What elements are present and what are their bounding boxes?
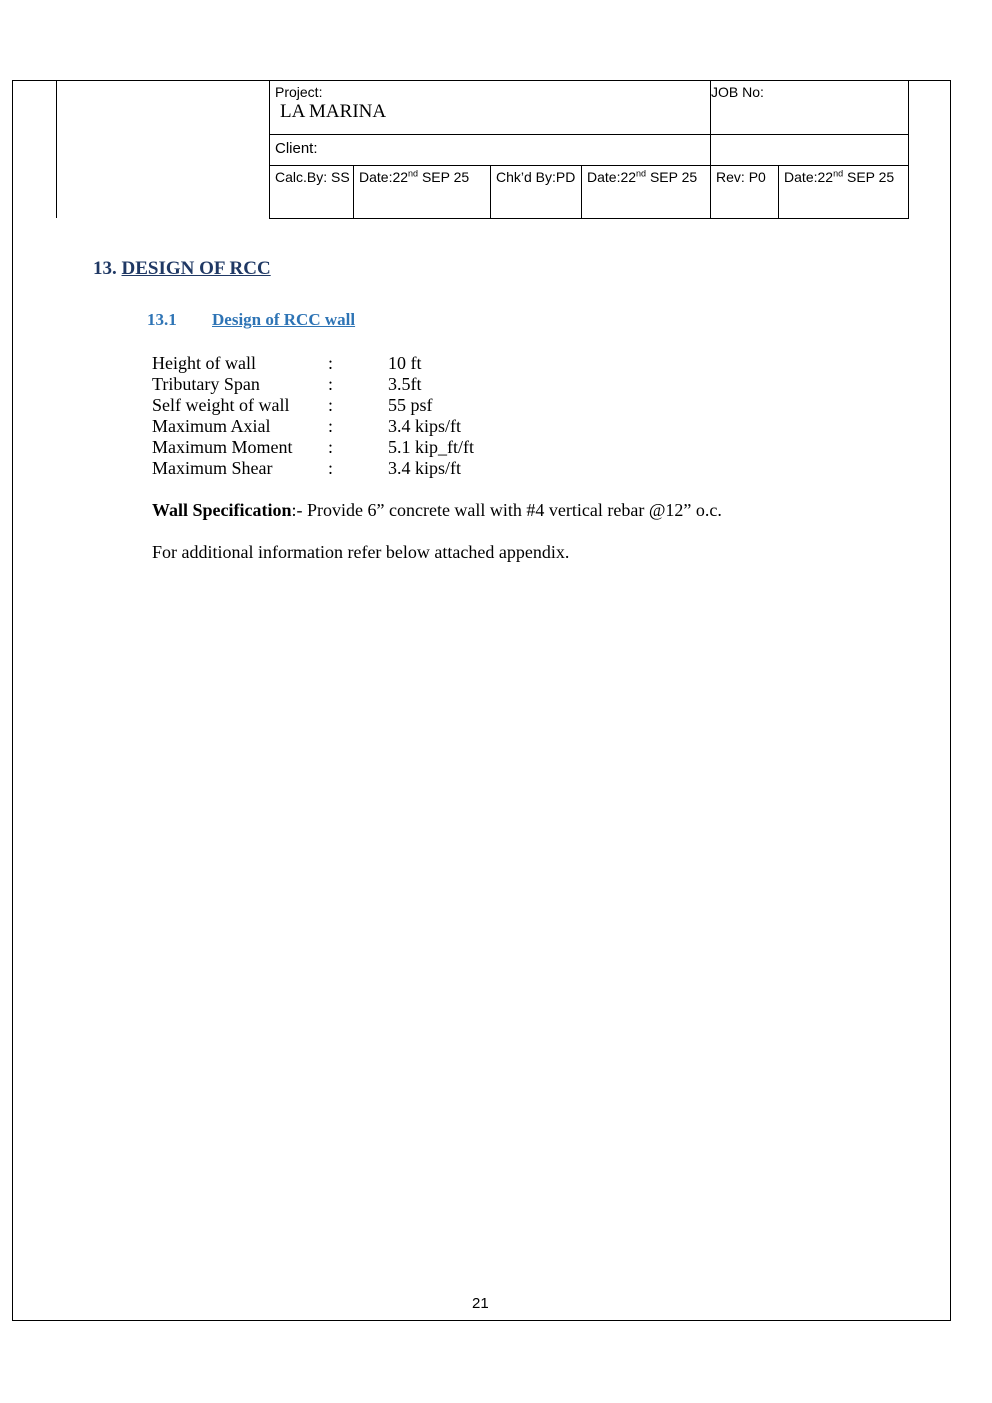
- checked-date: Date:22nd SEP 25: [587, 168, 698, 185]
- property-separator: :: [328, 416, 334, 436]
- subsection-title: Design of RCC wall: [212, 310, 356, 329]
- job-number-cell: [711, 81, 909, 135]
- property-name: Maximum Shear: [152, 458, 273, 478]
- calc-date: Date:22nd SEP 25: [359, 168, 470, 185]
- property-value: 3.4 kips/ft: [388, 458, 462, 478]
- calc-date-cell: [354, 166, 491, 219]
- property-separator: :: [328, 437, 334, 457]
- property-separator: :: [328, 353, 334, 373]
- property-value: 55 psf: [388, 395, 433, 415]
- property-row: [152, 353, 474, 374]
- wall-specification-label: Wall Specification: [152, 500, 292, 520]
- property-name: Maximum Axial: [152, 416, 271, 436]
- property-value: 3.5ft: [388, 374, 422, 394]
- property-row: [152, 374, 474, 395]
- additional-info-note: For additional information refer below attached appendix.: [152, 542, 570, 562]
- property-row: [152, 395, 474, 416]
- property-separator: :: [328, 374, 334, 394]
- client-cell: [270, 135, 711, 166]
- section-title: DESIGN OF RCC: [121, 258, 271, 279]
- property-separator: :: [328, 395, 334, 415]
- title-block-table: [269, 80, 909, 219]
- client-label: Client:: [275, 140, 318, 157]
- property-name: Height of wall: [152, 353, 256, 373]
- revision-date-cell: [779, 166, 909, 219]
- wall-specification: [152, 500, 722, 521]
- checked-by-cell: [491, 166, 582, 219]
- checked-by: Chk’d By:PD: [496, 169, 576, 185]
- property-row: [152, 458, 474, 479]
- revision-date: Date:22nd SEP 25: [784, 168, 895, 185]
- section-heading: [93, 258, 271, 280]
- project-name: LA MARINA: [280, 101, 387, 122]
- page-number: 21: [472, 1295, 489, 1312]
- property-name: Tributary Span: [152, 374, 260, 394]
- property-name: Self weight of wall: [152, 395, 290, 415]
- property-value: 10 ft: [388, 353, 422, 373]
- subsection-heading: [147, 310, 355, 330]
- client-extra-cell: [711, 135, 909, 166]
- property-row: [152, 416, 474, 437]
- wall-specification-text: :- Provide 6” concrete wall with #4 vertical rebar @12” o.c.: [291, 500, 722, 520]
- property-value: 5.1 kip_ft/ft: [388, 437, 474, 457]
- project-cell: [270, 81, 711, 135]
- property-separator: :: [328, 458, 334, 478]
- project-label: Project:: [275, 84, 323, 100]
- property-name: Maximum Moment: [152, 437, 293, 457]
- property-value: 3.4 kips/ft: [388, 416, 462, 436]
- revision: Rev: P0: [716, 169, 766, 185]
- subsection-number: 13.1: [147, 310, 177, 329]
- header-left-divider: [56, 80, 57, 218]
- calc-by: Calc.By: SS: [275, 169, 350, 185]
- job-number-label: JOB No:: [711, 84, 764, 100]
- checked-date-cell: [582, 166, 711, 219]
- property-row: [152, 437, 474, 458]
- calc-by-cell: [270, 166, 354, 219]
- wall-properties-list: [152, 353, 474, 479]
- section-number: 13.: [93, 258, 122, 279]
- revision-cell: [711, 166, 779, 219]
